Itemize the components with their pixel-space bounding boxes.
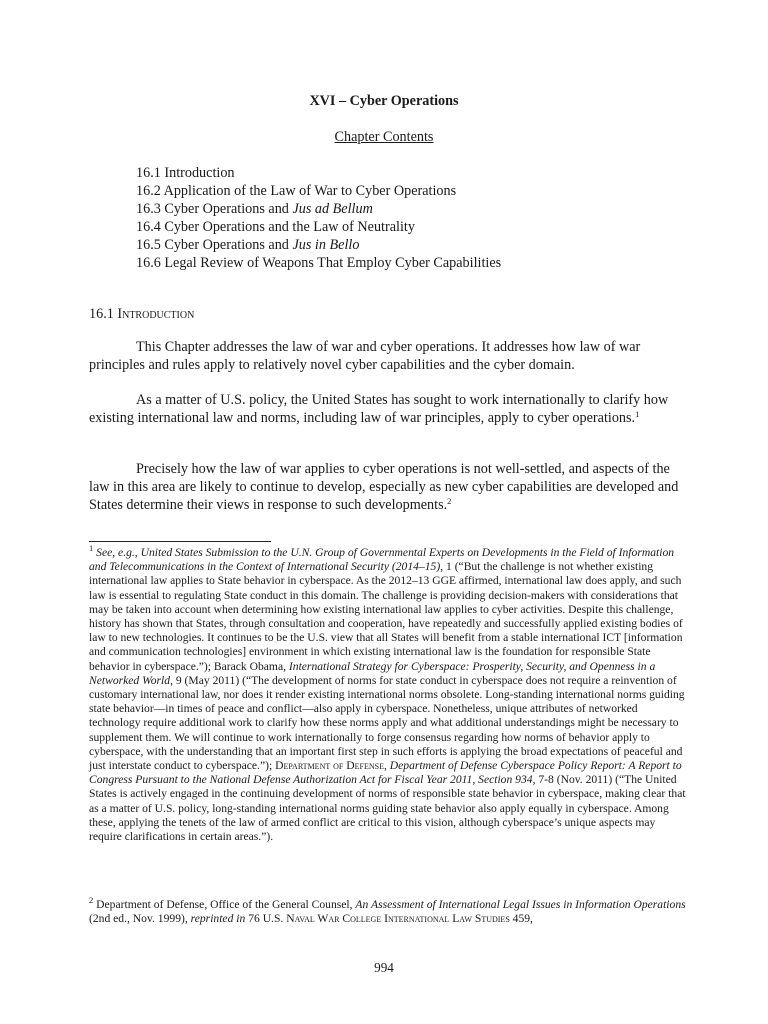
footnote-separator bbox=[89, 541, 271, 542]
body-paragraph: This Chapter addresses the law of war and cyber operations. It addresses how law of war principles and rules apply to relatively novel cyber capabilities and the cyber domain. bbox=[89, 339, 641, 374]
toc-item[interactable]: 16.3 Cyber Operations and Jus ad Bellum bbox=[136, 201, 373, 217]
footnote-ref[interactable]: 1 bbox=[635, 409, 640, 420]
footnote-number: 1 bbox=[89, 543, 94, 553]
toc-item[interactable]: 16.6 Legal Review of Weapons That Employ Cyber Capabilities bbox=[136, 255, 502, 271]
body-paragraph: Precisely how the law of war applies to cyber operations is not well-settled, and aspects of the law in this area are likely to continue to develop, especially as new cyber capabilities are developed and States determine their views in response to such developments.$^2$ bbox=[89, 461, 679, 514]
section-heading: 16.1 Introduction bbox=[89, 306, 195, 322]
page-number: 994 bbox=[374, 960, 394, 975]
toc-item[interactable]: 16.2 Application of the Law of War to Cyber Operations bbox=[136, 183, 457, 199]
footnote: $^2$ Department of Defense, Office of the General Counsel, An Assessment of International Legal Issues in Information Operations (2nd ed., Nov. 1999), reprinted in 76 U.S. Naval War College International Law Studies 459, bbox=[89, 895, 686, 926]
footnote-ref[interactable]: 2 bbox=[447, 496, 452, 507]
chapter-contents-heading: Chapter Contents bbox=[334, 129, 434, 145]
chapter-title: XVI – Cyber Operations bbox=[309, 93, 459, 109]
footnote: $^1$ See, e.g., United States Submission to the U.N. Group of Governmental Experts on Developments in the Field of Information and Telecommunications in the Context of International Security (2014–15), 1 (“But the challenge is not whether existing international law applies to State behavior in cyberspace. As the 2012–13 GGE affirmed, international law does apply, and such law is essential to regulating State conduct in this domain. The challenge is providing decision-makers with considerations that may be taken into account when determining how existing international law applies to cyber activities. Despite this challenge, history has shown that States, through consultation and cooperation, have repeatedly and successfully applied existing bodies of law to new technologies. It continues to be the U.S. view that all States will benefit from a stable international ICT [information and communication technologies] environment in which existing international law is the foundation for responsible State behavior in cyberspace.”); Barack Obama, International Strategy for Cyberspace: Prosperity, Security, and Openness in a Networked World, 9 (May 2011) (“The development of norms for state conduct in cyberspace does not require a reinvention of customary international law, nor does it render existing international norms obsolete. Long-standing international norms guiding state behavior—in times of peace and conflict—also apply in cyberspace. Nonetheless, unique attributes of networked technology require additional work to clarify how these norms apply and what additional understandings might be necessary to supplement them. We will continue to work internationally to forge consensus regarding how norms of behavior apply to cyberspace, with the understanding that an important first step in such efforts is applying the broad expectations of peaceful and just interstate conduct to cyberspace.”); Department of Defense, Department of Defense Cyberspace Policy Report: A Report to Congress Pursuant to the National Defense Authorization Act for Fiscal Year 2011, Section 934, 7-8 (Nov. 2011) (“The United States is actively engaged in the continuing development of norms of responsible state behavior in cyberspace, making clear that as a matter of U.S. policy, long-standing international norms guiding state behavior also apply equally in cyberspace. Among these, applying the tenets of the law of armed conflict are critical to this vision, although cyberspace’s unique aspects may require clarifications in certain areas.”). bbox=[89, 543, 686, 844]
toc-item[interactable]: 16.5 Cyber Operations and Jus in Bello bbox=[136, 237, 360, 253]
toc-item[interactable]: 16.1 Introduction bbox=[136, 165, 235, 181]
toc-item[interactable]: 16.4 Cyber Operations and the Law of Neutrality bbox=[136, 219, 415, 235]
footnote-number: 2 bbox=[89, 895, 94, 905]
table-of-contents bbox=[136, 164, 501, 272]
body-paragraph: As a matter of U.S. policy, the United States has sought to work internationally to clarify how existing international law and norms, including law of war principles, apply to cyber operations.$^1$ bbox=[89, 392, 669, 427]
